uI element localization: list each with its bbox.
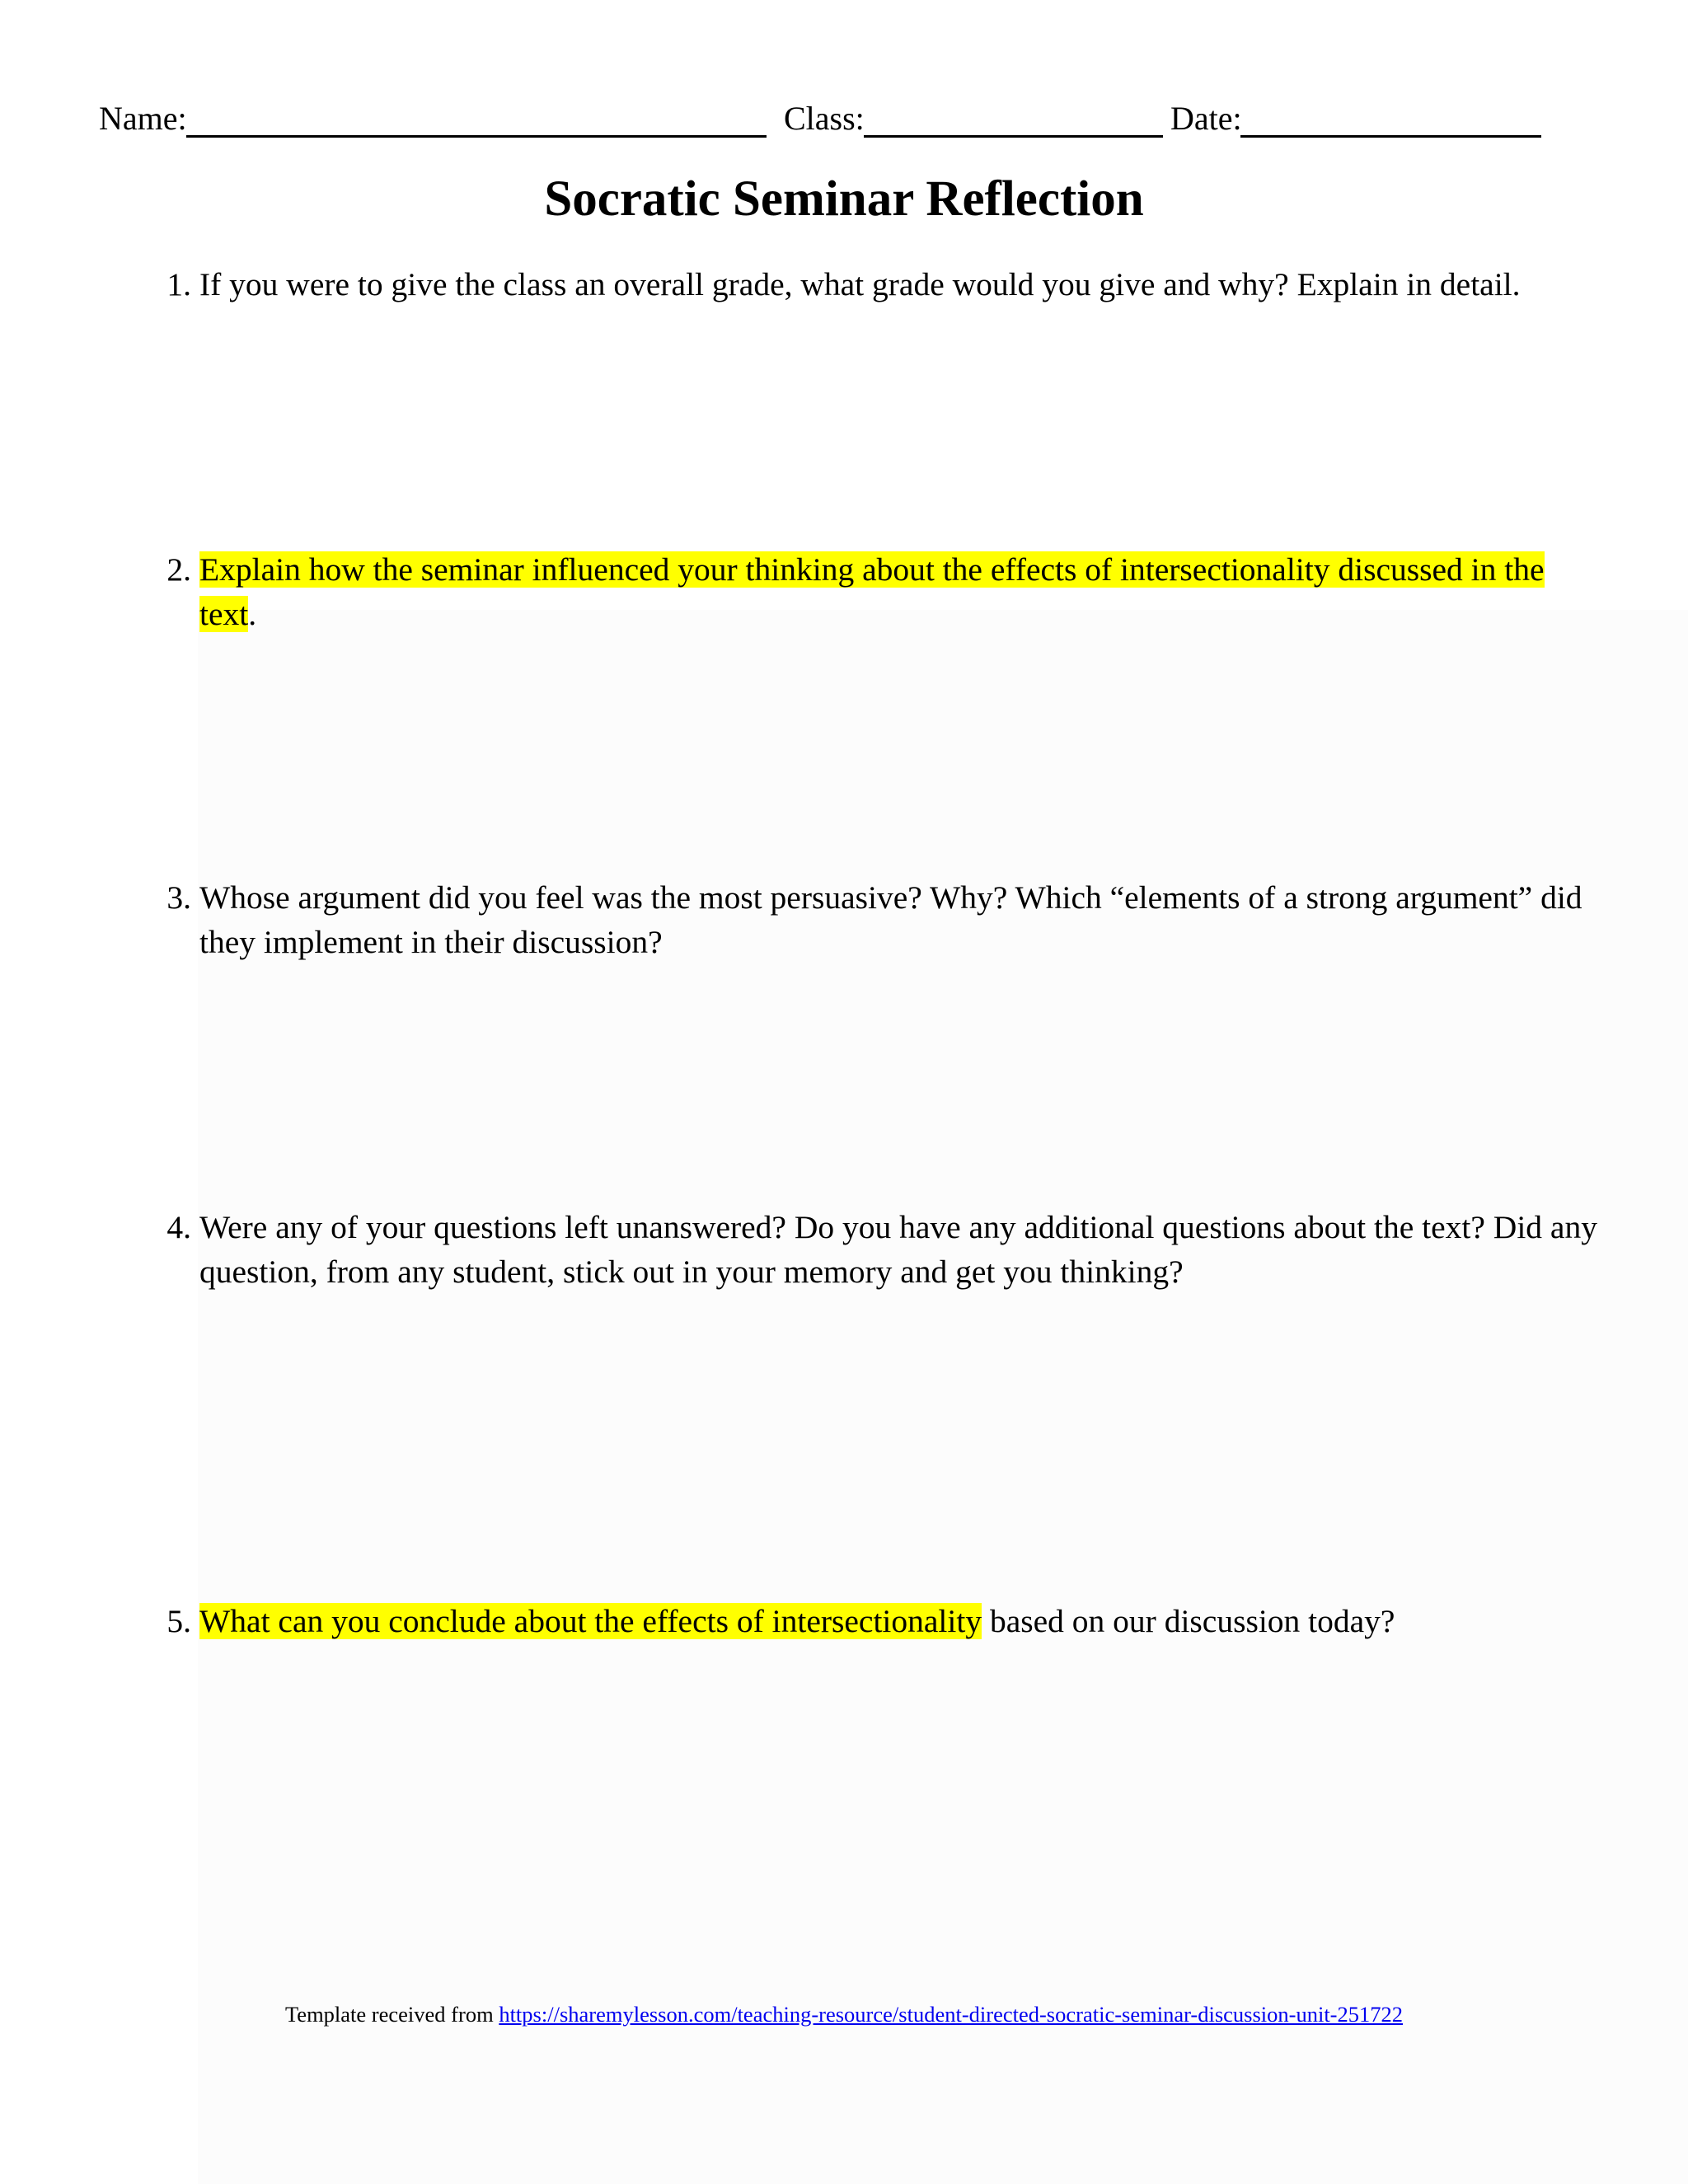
question-text [199, 1205, 1599, 1294]
question-text [199, 875, 1599, 964]
class-blank[interactable] [864, 135, 1163, 138]
question-number: 3. [166, 879, 191, 916]
name-label: Name: [99, 100, 187, 137]
footer-credit [0, 1999, 1688, 2029]
date-label: Date: [1170, 100, 1242, 137]
question-text [199, 547, 1599, 636]
question-number: 2. [166, 551, 191, 588]
question-text-segment: If you were to give the class an overall grade, what grade would you give and why? Explain in detail. [199, 266, 1521, 302]
question-number: 5. [166, 1603, 191, 1639]
template-source-link[interactable]: https://sharemylesson.com/teaching-resource/student-directed-socratic-seminar-discussion-unit-251722 [499, 2002, 1404, 2027]
name-blank[interactable] [186, 135, 767, 138]
class-label: Class: [784, 100, 865, 137]
highlighted-text: What can you conclude about the effects of intersectionality [199, 1603, 982, 1639]
highlighted-text: Explain how the seminar influenced your thinking about the effects of intersectionality discussed in the text [199, 551, 1545, 632]
question-text [199, 1599, 1599, 1643]
page-background-tint [198, 610, 1688, 2184]
date-blank[interactable] [1240, 135, 1541, 138]
question-text-segment: . [248, 596, 257, 632]
question-number: 1. [166, 266, 191, 302]
question-text [199, 262, 1599, 307]
footer-prefix: Template received from [284, 2002, 499, 2027]
header-fields [0, 97, 1688, 147]
question-text-segment: Whose argument did you feel was the most persuasive? Why? Which “elements of a strong argument” did they implement in their discussion? [199, 879, 1582, 960]
question-text-segment: based on our discussion today? [982, 1603, 1395, 1639]
page-title: Socratic Seminar Reflection [544, 171, 1144, 227]
question-text-segment: Were any of your questions left unanswered? Do you have any additional questions about the text? Did any question, from any student, stick out in your memory and get you thinking? [199, 1209, 1597, 1290]
question-number: 4. [166, 1209, 191, 1245]
